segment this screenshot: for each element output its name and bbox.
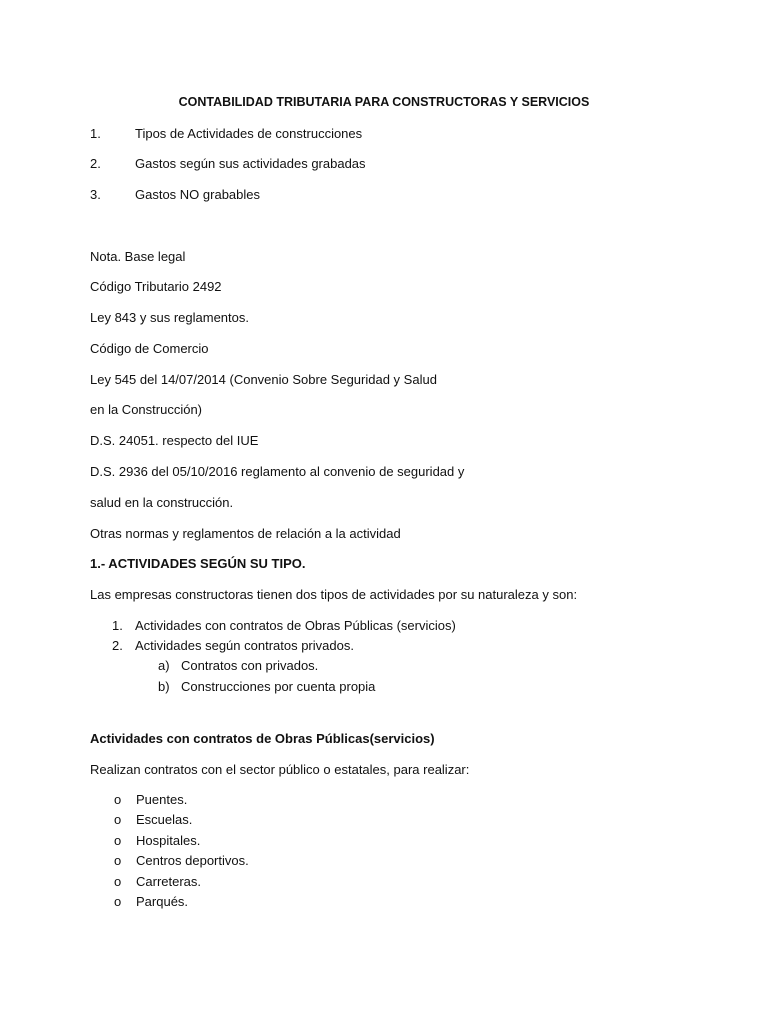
list-text: Actividades con contratos de Obras Públicas (servicios) xyxy=(135,618,456,633)
list-text: Tipos de Actividades de construcciones xyxy=(135,126,363,141)
bullet-item xyxy=(114,791,187,809)
legal-line: Código de Comercio xyxy=(90,341,209,356)
bullet-text: Carreteras. xyxy=(136,874,202,889)
bullet-text: Escuelas. xyxy=(136,812,193,827)
bullet-marker: o xyxy=(114,894,122,909)
bullet-text: Hospitales. xyxy=(136,833,201,848)
list-number: 2. xyxy=(112,638,123,653)
section1-heading: 1.- ACTIVIDADES SEGÚN SU TIPO. xyxy=(90,556,306,571)
list-number: 1. xyxy=(112,618,123,633)
bullet-item xyxy=(114,832,200,850)
bullet-marker: o xyxy=(114,874,122,889)
bullet-marker: o xyxy=(114,812,122,827)
bullet-marker: o xyxy=(114,792,122,807)
list-number: 2. xyxy=(90,156,101,171)
intro-list-item xyxy=(90,125,362,143)
bullet-marker: o xyxy=(114,833,122,848)
section1-list-item xyxy=(112,617,456,635)
section1-sublist-item xyxy=(158,657,318,675)
section1-list-item xyxy=(112,637,354,655)
legal-line: D.S. 2936 del 05/10/2016 reglamento al convenio de seguridad y xyxy=(90,464,465,479)
list-letter: a) xyxy=(158,658,170,673)
list-text: Contratos con privados. xyxy=(181,658,319,673)
legal-line: D.S. 24051. respecto del IUE xyxy=(90,433,259,448)
legal-line: en la Construcción) xyxy=(90,402,202,417)
list-text: Gastos NO grabables xyxy=(135,187,261,202)
section2-intro: Realizan contratos con el sector público o estatales, para realizar: xyxy=(90,762,470,777)
legal-line: Otras normas y reglamentos de relación a la actividad xyxy=(90,526,401,541)
bullet-text: Parqués. xyxy=(136,894,189,909)
nota-heading: Nota. Base legal xyxy=(90,249,186,264)
list-text: Gastos según sus actividades grabadas xyxy=(135,156,366,171)
legal-line: salud en la construcción. xyxy=(90,495,234,510)
bullet-text: Centros deportivos. xyxy=(136,853,249,868)
list-text: Construcciones por cuenta propia xyxy=(181,679,376,694)
legal-line: Ley 545 del 14/07/2014 (Convenio Sobre Seguridad y Salud xyxy=(90,372,437,387)
list-number: 3. xyxy=(90,187,101,202)
bullet-text: Puentes. xyxy=(136,792,188,807)
legal-line: Ley 843 y sus reglamentos. xyxy=(90,310,249,325)
section2-heading: Actividades con contratos de Obras Públicas(servicios) xyxy=(90,731,435,746)
list-text: Actividades según contratos privados. xyxy=(135,638,354,653)
list-letter: b) xyxy=(158,679,170,694)
bullet-item xyxy=(114,852,249,870)
list-number: 1. xyxy=(90,126,101,141)
bullet-item xyxy=(114,893,188,911)
legal-line: Código Tributario 2492 xyxy=(90,279,222,294)
document-title: CONTABILIDAD TRIBUTARIA PARA CONSTRUCTORAS Y SERVICIOS xyxy=(178,95,590,109)
section1-intro: Las empresas constructoras tienen dos tipos de actividades por su naturaleza y son: xyxy=(90,587,578,602)
bullet-item xyxy=(114,811,192,829)
section1-sublist-item xyxy=(158,678,375,696)
bullet-item xyxy=(114,873,201,891)
intro-list-item xyxy=(90,186,260,204)
bullet-marker: o xyxy=(114,853,122,868)
intro-list-item xyxy=(90,155,366,173)
